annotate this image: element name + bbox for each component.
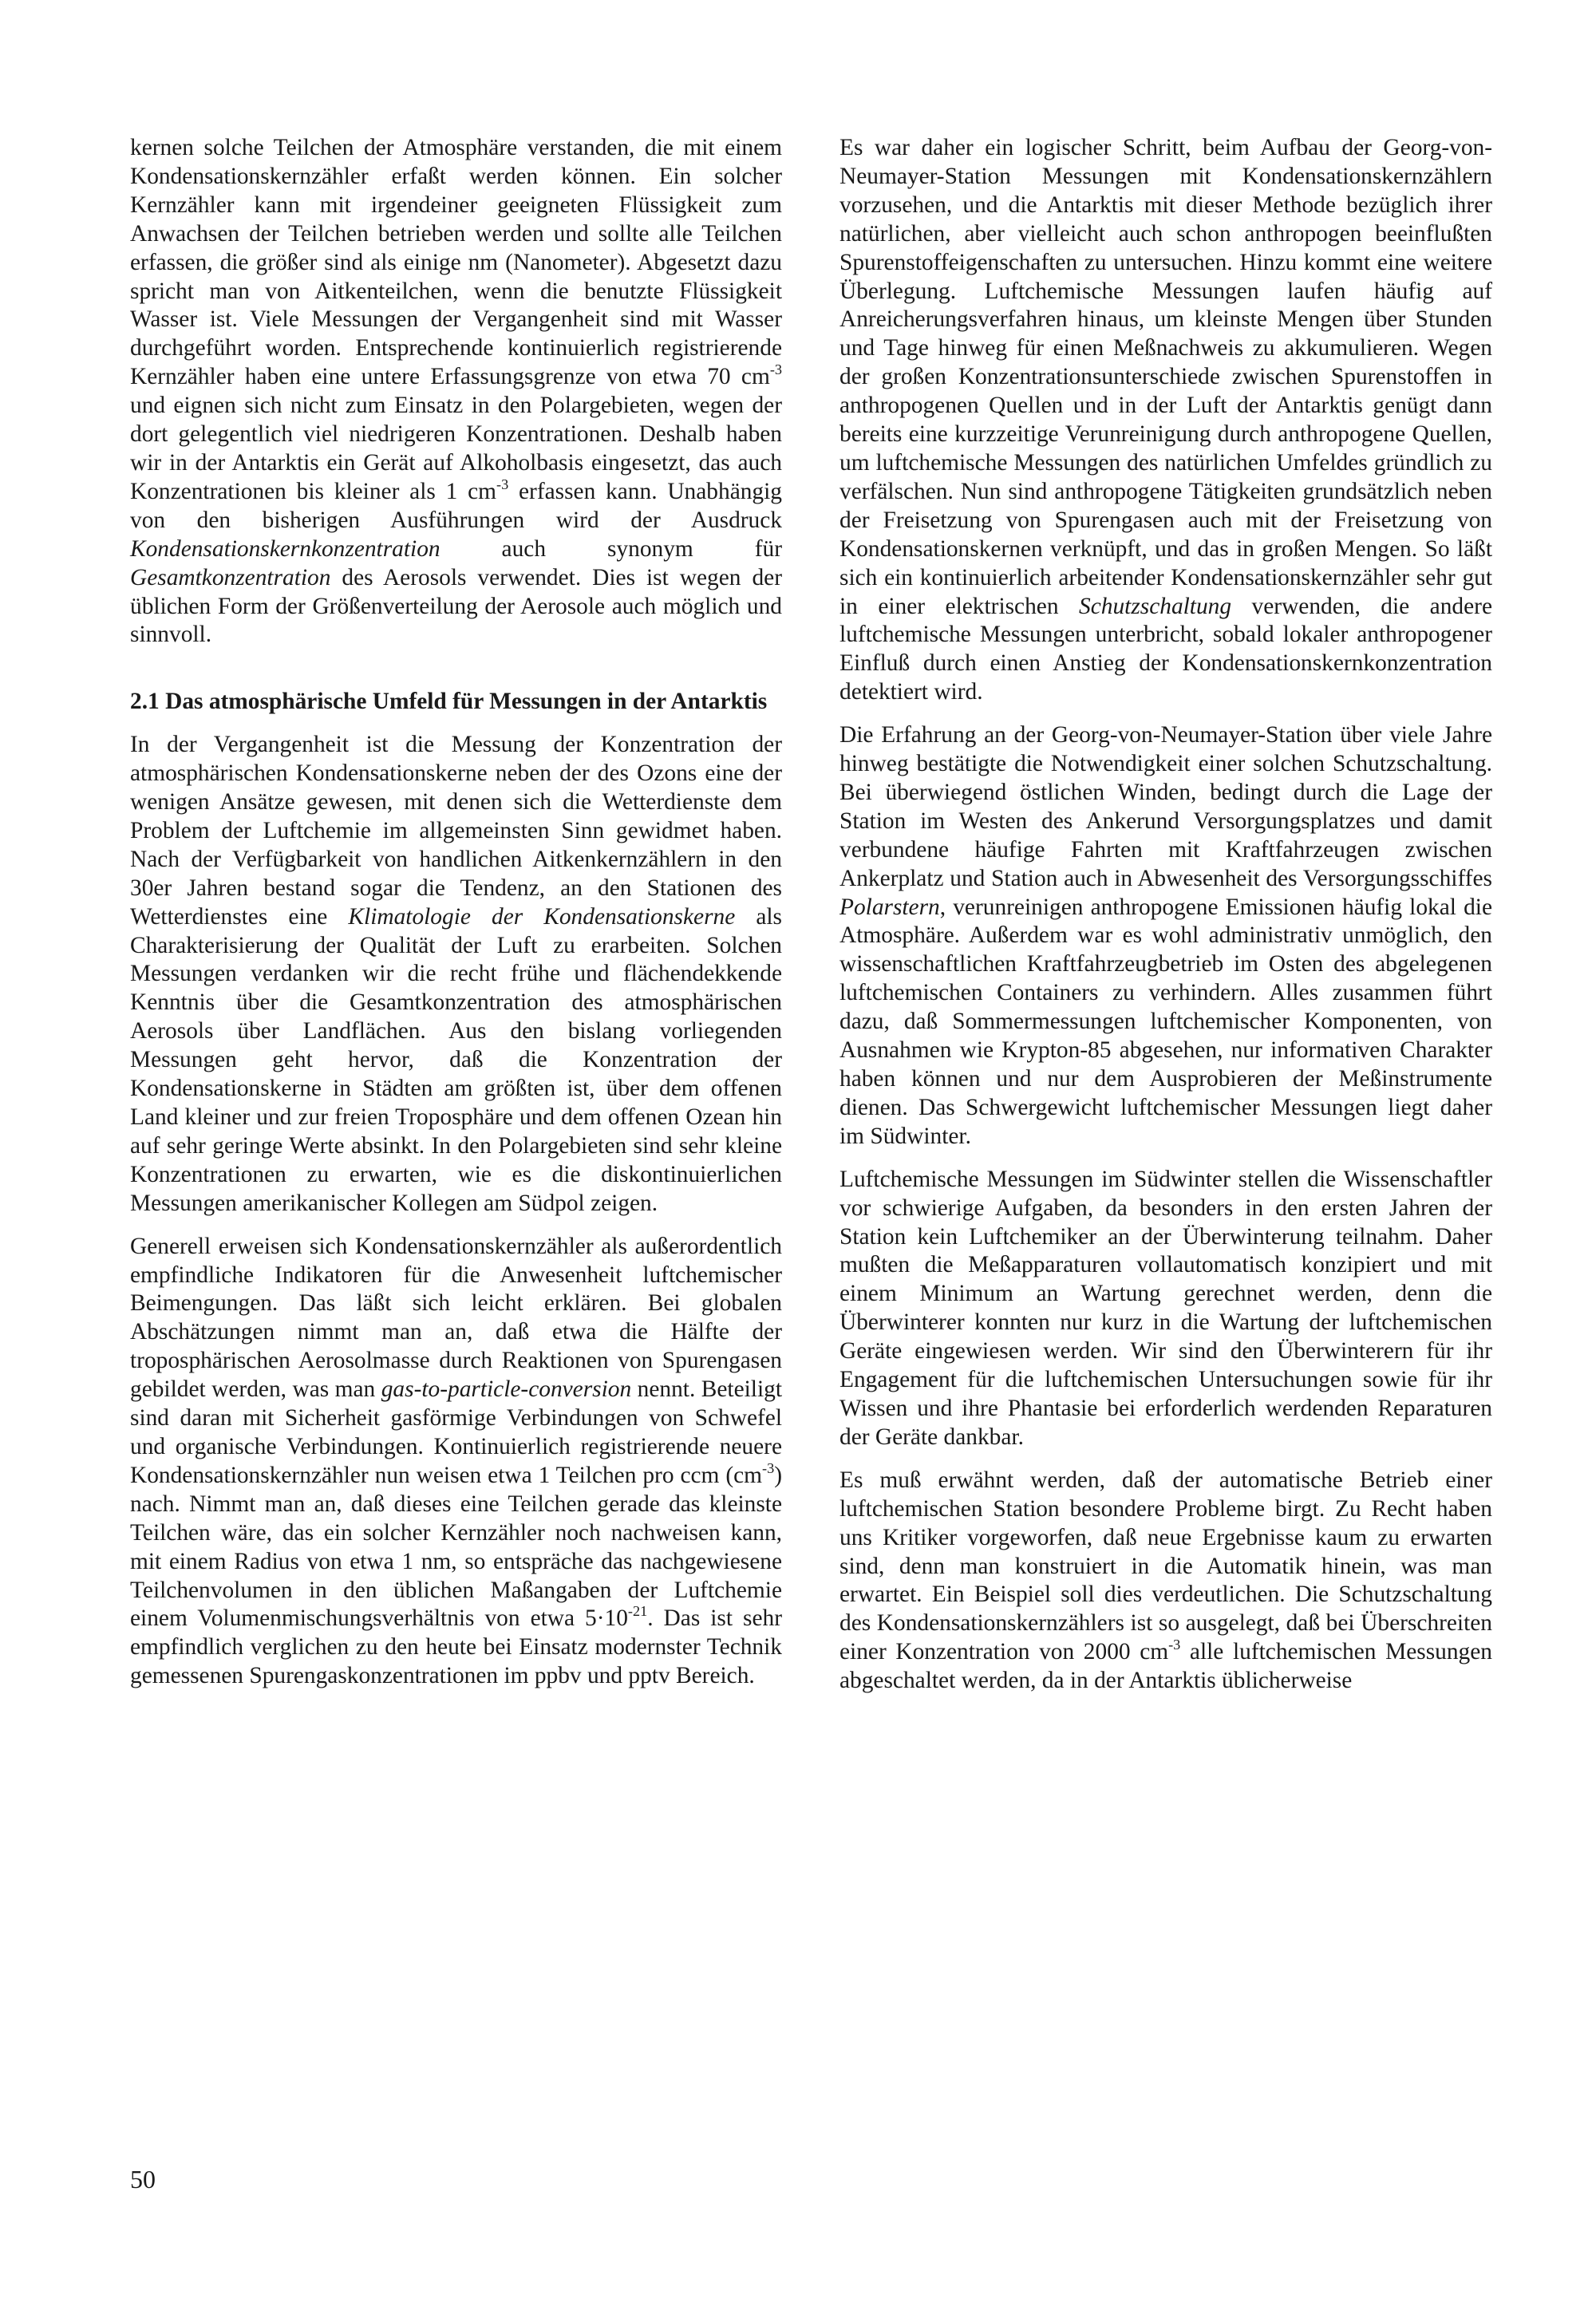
italic-term: gas-to-particle-conversion <box>381 1376 632 1403</box>
text-run: , verunreinigen anthropogene Emissionen häufig lokal die Atmosphäre. Außerdem war es wohl administrativ unmöglich, den wissenschaftlichen Kraftfahrzeugbetrieb im Osten des abgelegenen luftchemischen Containers zu verhindern. Alles zusammen führt dazu, daß Sommermessungen luftchemischer Komponenten, von Ausnahmen wie Krypton-85 abgesehen, nur informativen Charakter haben können und nur dem Ausprobieren der Meßinstrumente dienen. Das Schwergewicht luftchemischer Messungen liegt daher im Südwinter. <box>839 894 1492 1149</box>
superscript: -3 <box>1168 1637 1181 1653</box>
text-run: alle luftchemischen Messungen abgeschaltet werden, da in der Antarktis üblicherweise <box>839 1639 1492 1694</box>
text-run: des Aerosols verwendet. Dies ist wegen der üblichen Form der Größenverteilung der Aerosole auch möglich und sinnvoll. <box>130 564 782 648</box>
text-run: ) nach. Nimmt man an, daß dieses eine Teilchen gerade das kleinste Teilchen wäre, das ein solcher Kernzähler noch nachweisen kann, mit einem Radius von etwa 1 nm, so entspräche das nachgewiesene Teilchenvolumen in den üblichen Maßangaben der Luftchemie einem Volumenmischungsverhältnis von etwa 5·10 <box>130 1462 782 1632</box>
page-number: 50 <box>130 2165 156 2194</box>
section-heading <box>130 688 782 717</box>
text-run: als Charakterisierung der Qualität der Luft zu erarbeiten. Solchen Messungen verdanken wir die recht frühe und flächendekkende Kenntnis über die Gesamtkonzentration des atmosphärischen Aerosols über Landflächen. Aus den bislang vorliegenden Messungen geht hervor, daß die Konzentration der Kondensationskerne in Städten am größten ist, über dem offenen Land kleiner und zur freien Troposphäre und dem offenen Ozean hin auf sehr geringe Werte absinkt. In den Polargebieten sind sehr kleine Konzentrationen zu erwarten, wie es die diskontinuierlichen Messungen amerikanischer Kollegen am Südpol zeigen. <box>130 903 782 1216</box>
text-run: verwenden, die andere luftchemische Messungen unterbricht, sobald lokaler anthropogener Einfluß durch einen Anstieg der Kondensationskernkonzentration detektiert wird. <box>839 593 1492 705</box>
text-run: Es war daher ein logischer Schritt, beim Aufbau der Georg-von-Neumayer-Station Messungen mit Kondensationskernzählern vorzusehen, und die Antarktis mit dieser Methode bezüglich ihrer natürlichen, aber vielleicht auch schon anthropogen beeinflußten Spurenstoffeigenschaften zu untersuchen. Hinzu kommt eine weitere Überlegung. Luftchemische Messungen laufen häufig auf Anreicherungsverfahren hinaus, um kleinste Mengen über Stunden und Tage hinweg für einen Meßnachweis zu akkumulieren. Wegen der großen Konzentrationsunterschiede zwischen Spurenstoffen in anthropogenen Quellen und in der Luft der Antarktis genügt dann bereits eine kurzzeitige Verunreinigung durch anthropogene Quellen, um luftchemische Messungen des natürlichen Umfeldes gründlich zu verfälschen. Nun sind anthropogene Tätigkeiten grundsätzlich neben der Freisetzung von Spurengasen auch mit der Freisetzung von Kondensationskernen verknüpft, und das in großen Mengen. So läßt sich ein kontinuierlich arbeitender Kondensationskernzähler sehr gut in einer elektrischen <box>839 135 1492 619</box>
paragraph <box>130 731 782 1218</box>
text-run: auch synonym für <box>440 535 782 562</box>
right-column <box>839 134 1492 1696</box>
text-run: Luftchemische Messungen im Südwinter stellen die Wissenschaftler vor schwierige Aufgaben, da besonders in den ersten Jahren der Station kein Luftchemiker an der Überwinterung teilnahm. Daher mußten die Meßapparaturen vollautomatisch konzipiert und mit einem Minimum an Wartung gerechnet werden, denn die Überwinterer konnten nur kurz in die Wartung der luftchemischen Geräte eingewiesen werden. Wir sind den Überwinterern für ihr Engagement für die luftchemischen Untersuchungen sowie für ihr Wissen und ihre Phantasie bei erforderlich werdenden Reparaturen der Geräte dankbar. <box>839 1166 1492 1450</box>
text-run: und eignen sich nicht zum Einsatz in den Polargebieten, wegen der dort gelegentlich viel niedrigeren Konzentrationen. Deshalb haben wir in der Antarktis ein Gerät auf Alkoholbasis eingesetzt, das auch Konzentrationen bis kleiner als 1 cm <box>130 393 782 504</box>
italic-term: Klimatologie der Kondensationskerne <box>348 903 736 930</box>
paragraph <box>839 134 1492 707</box>
text-run: Die Erfahrung an der Georg-von-Neumayer-Station über viele Jahre hinweg bestätigte die Notwendigkeit einer solchen Schutzschaltung. Bei überwiegend östlichen Winden, bedingt durch die Lage der Station im Westen des Ankerund Versorgungsplatzes und damit verbundene häufige Fahrten mit Kraftfahrzeugen zwischen Ankerplatz und Station auch in Abwesenheit des Versorgungsschiffes <box>839 722 1492 891</box>
italic-term: Gesamtkonzentration <box>130 564 331 590</box>
italic-term: Polarstern <box>839 894 940 920</box>
italic-term: Schutzschaltung <box>1079 593 1232 619</box>
paragraph <box>839 721 1492 1151</box>
superscript: -3 <box>762 1460 775 1477</box>
text-run: Generell erweisen sich Kondensationskernzähler als außerordentlich empfindliche Indikatoren für die Anwesenheit luftchemischer Beimengungen. Das läßt sich leicht erklären. Bei globalen Abschätzungen nimmt man an, daß etwa die Hälfte der troposphärischen Aerosolmasse durch Reaktionen von Spurengasen gebildet werden, was man <box>130 1233 782 1403</box>
superscript: -3 <box>769 361 782 378</box>
section-number: 2.1 <box>130 689 160 715</box>
superscript: -21 <box>627 1603 648 1620</box>
text-run: nennt. Beteiligt sind daran mit Sicherheit gasförmige Verbindungen von Schwefel und organische Verbindungen. Kontinuierlich registrierende neuere Kondensationskernzähler nun weisen etwa 1 Teilchen pro ccm (cm <box>130 1376 782 1488</box>
left-column <box>130 134 782 1691</box>
text-run: erfassen kann. Unabhängig von den bisherigen Ausführungen wird der Ausdruck <box>130 478 782 533</box>
superscript: -3 <box>496 476 509 493</box>
paragraph <box>839 1166 1492 1452</box>
text-run: In der Vergangenheit ist die Messung der Konzentration der atmosphärischen Kondensationskerne neben der des Ozons eine der wenigen Ansätze gewesen, mit denen sich die Wetterdienste dem Problem der Luftchemie im allgemeinsten Sinn gewidmet haben. Nach der Verfügbarkeit von handlichen Aitkenkernzählern in den 30er Jahren bestand sogar die Tendenz, an den Stationen des Wetterdienstes eine <box>130 732 782 930</box>
paragraph <box>130 1233 782 1692</box>
section-title: Das atmosphärische Umfeld für Messungen in der Antarktis <box>165 689 768 715</box>
text-run: kernen solche Teilchen der Atmosphäre verstanden, die mit einem Kondensationskernzähler erfaßt werden können. Ein solcher Kernzähler kann mit irgendeiner geeigneten Flüssigkeit zum Anwachsen der Teilchen betrieben werden und sollte alle Teilchen erfassen, die größer sind als einige nm (Nanometer). Abgesetzt dazu spricht man von Aitkenteilchen, wenn die benutzte Flüssigkeit Wasser ist. Viele Messungen der Vergangenheit sind mit Wasser durchgeführt worden. Entsprechende kontinuierlich registrierende Kernzähler haben eine untere Erfassungsgrenze von etwa 70 cm <box>130 135 782 390</box>
paragraph <box>130 134 782 650</box>
italic-term: Kondensationskernkonzentration <box>130 535 440 562</box>
paragraph <box>839 1467 1492 1696</box>
text-run: . Das ist sehr empfindlich verglichen zu den heute bei Einsatz modernster Technik gemessenen Spurengaskonzentrationen im ppbv und pptv Bereich. <box>130 1605 782 1689</box>
text-run: Es muß erwähnt werden, daß der automatische Betrieb einer luftchemischen Station besondere Probleme birgt. Zu Recht haben uns Kritiker vorgeworfen, daß neue Ergebnisse kaum zu erwarten sind, denn man konstruiert in die Automatik hinein, was man erwartet. Ein Beispiel soll dies verdeutlichen. Die Schutzschaltung des Kondensationskernzählers ist so ausgelegt, daß bei Überschreiten einer Konzentration von 2000 cm <box>839 1467 1492 1665</box>
